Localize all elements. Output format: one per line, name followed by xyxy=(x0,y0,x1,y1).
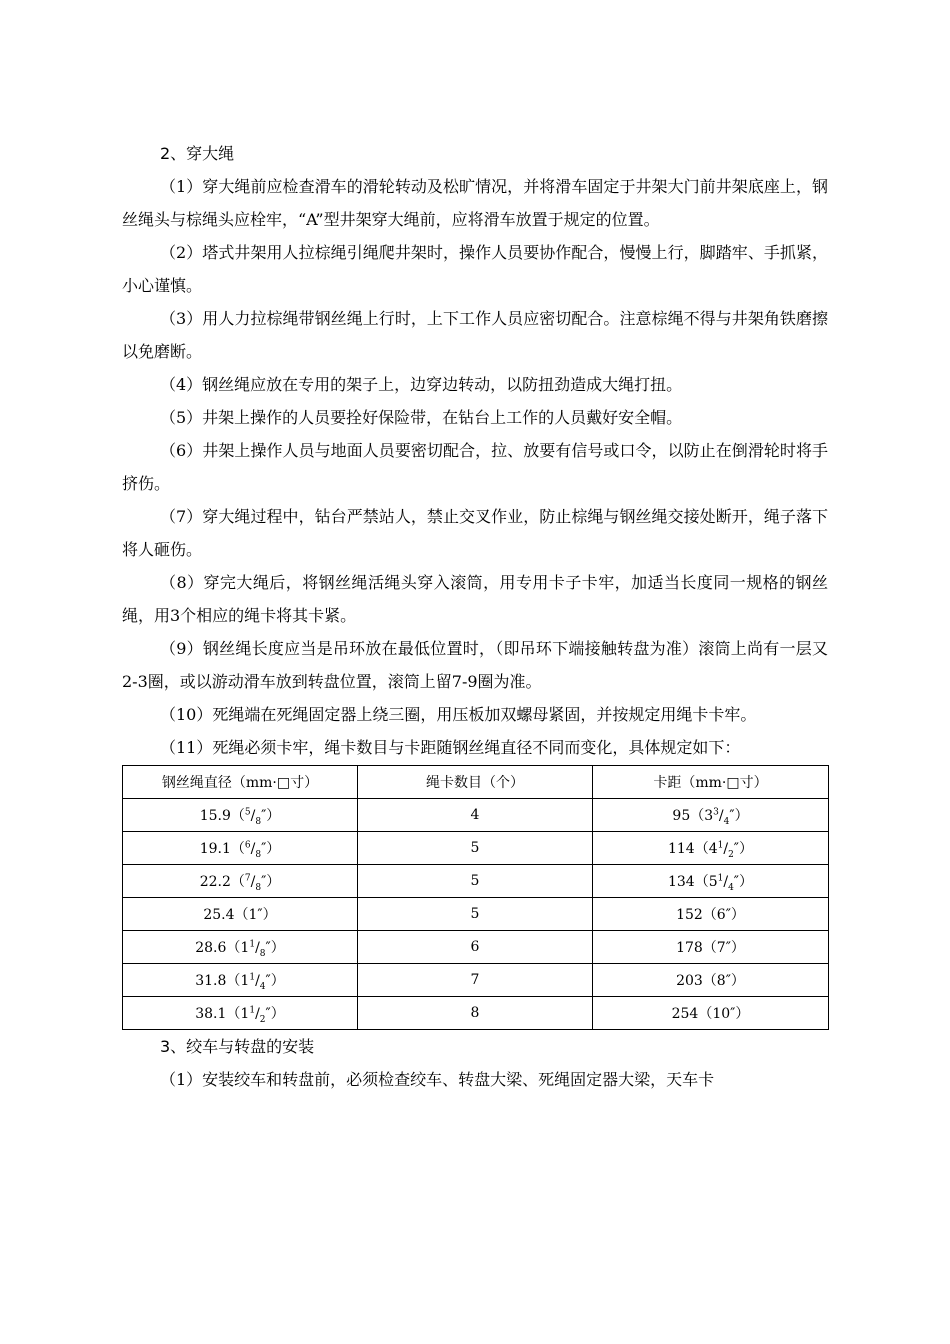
paragraph-7: （7）穿大绳过程中，钻台严禁站人，禁止交叉作业，防止棕绳与钢丝绳交接处断开，绳子落下将人砸伤。 xyxy=(122,507,828,559)
paragraph-8: （8）穿完大绳后，将钢丝绳活绳头穿入滚筒，用专用卡子卡牢，加适当长度同一规格的钢丝绳，用3个相应的绳卡将其卡紧。 xyxy=(122,573,828,625)
cell-clamps: 6 xyxy=(358,931,593,964)
cell-diameter: $31.8(1^1/_4'')$ xyxy=(123,964,358,997)
cell-clamps: 4 xyxy=(358,799,593,832)
cell-clamps: 5 xyxy=(358,898,593,931)
table-row xyxy=(123,964,829,997)
table-row xyxy=(123,898,829,931)
header-rope-diameter: 钢丝绳直径（mm·□寸） xyxy=(123,766,358,799)
cell-diameter: $22.2(^7/_8'')$ xyxy=(123,865,358,898)
cell-spacing: $95(3^3/_4'')$ xyxy=(593,799,829,832)
cell-clamps: 5 xyxy=(358,865,593,898)
table-row xyxy=(123,832,829,865)
document-content xyxy=(122,137,828,1096)
cell-diameter: $19.1(^6/_8'')$ xyxy=(123,832,358,865)
cell-spacing: $134(5^1/_4'')$ xyxy=(593,865,829,898)
cell-clamps: 7 xyxy=(358,964,593,997)
table-row xyxy=(123,799,829,832)
cell-spacing: 254（10″） xyxy=(593,997,829,1030)
cell-diameter: $38.1(1^1/_2'')$ xyxy=(123,997,358,1030)
section-heading-drawworks-rotary: 3、绞车与转盘的安装 xyxy=(160,1037,315,1056)
cell-spacing: 178（7″） xyxy=(593,931,829,964)
table-row xyxy=(123,865,829,898)
table-row xyxy=(123,997,829,1030)
paragraph-3: （3）用人力拉棕绳带钢丝绳上行时，上下工作人员应密切配合。注意棕绳不得与井架角铁磨擦以免磨断。 xyxy=(122,309,828,361)
paragraph-1: （1）穿大绳前应检查滑车的滑轮转动及松旷情况，并将滑车固定于井架大门前井架底座上，钢丝绳头与棕绳头应栓牢，“A”型井架穿大绳前，应将滑车放置于规定的位置。 xyxy=(122,177,828,229)
cell-diameter: $15.9(^5/_8'')$ xyxy=(123,799,358,832)
header-clamp-spacing: 卡距（mm·□寸） xyxy=(593,766,829,799)
paragraph-6: （6）井架上操作人员与地面人员要密切配合，拉、放要有信号或口令，以防止在倒滑轮时将手挤伤。 xyxy=(122,441,828,493)
wire-rope-clamp-table xyxy=(122,765,829,1030)
paragraph-4: （4）钢丝绳应放在专用的架子上，边穿边转动，以防扭劲造成大绳打扭。 xyxy=(160,375,683,394)
cell-spacing: 152（6″） xyxy=(593,898,829,931)
paragraph-9: （9）钢丝绳长度应当是吊环放在最低位置时，（即吊环下端接触转盘为准）滚筒上尚有一层又2-3圈，或以游动滑车放到转盘位置，滚筒上留7-9圈为准。 xyxy=(122,639,828,691)
table-header-row xyxy=(123,766,829,799)
paragraph-11: （11）死绳必须卡牢，绳卡数目与卡距随钢丝绳直径不同而变化，具体规定如下： xyxy=(160,738,741,757)
paragraph-2: （2）塔式井架用人拉棕绳引绳爬井架时，操作人员要协作配合，慢慢上行，脚踏牢、手抓紧，小心谨慎。 xyxy=(122,243,828,295)
paragraph-5: （5）井架上操作的人员要拴好保险带，在钻台上工作的人员戴好安全帽。 xyxy=(160,408,683,427)
table-row xyxy=(123,931,829,964)
section-heading-rope-threading: 2、穿大绳 xyxy=(160,144,235,163)
paragraph-10: （10）死绳端在死绳固定器上绕三圈，用压板加双螺母紧固，并按规定用绳卡卡牢。 xyxy=(160,705,757,724)
cell-spacing: 203（8″） xyxy=(593,964,829,997)
header-clamp-count: 绳卡数目（个） xyxy=(358,766,593,799)
cell-clamps: 5 xyxy=(358,832,593,865)
cell-diameter: 25.4（1″） xyxy=(123,898,358,931)
cell-spacing: $114(4^1/_2'')$ xyxy=(593,832,829,865)
paragraph-drawworks-1: （1）安装绞车和转盘前，必须检查绞车、转盘大梁、死绳固定器大梁，天车卡 xyxy=(160,1070,715,1089)
cell-diameter: $28.6(1^1/_8'')$ xyxy=(123,931,358,964)
cell-clamps: 8 xyxy=(358,997,593,1030)
